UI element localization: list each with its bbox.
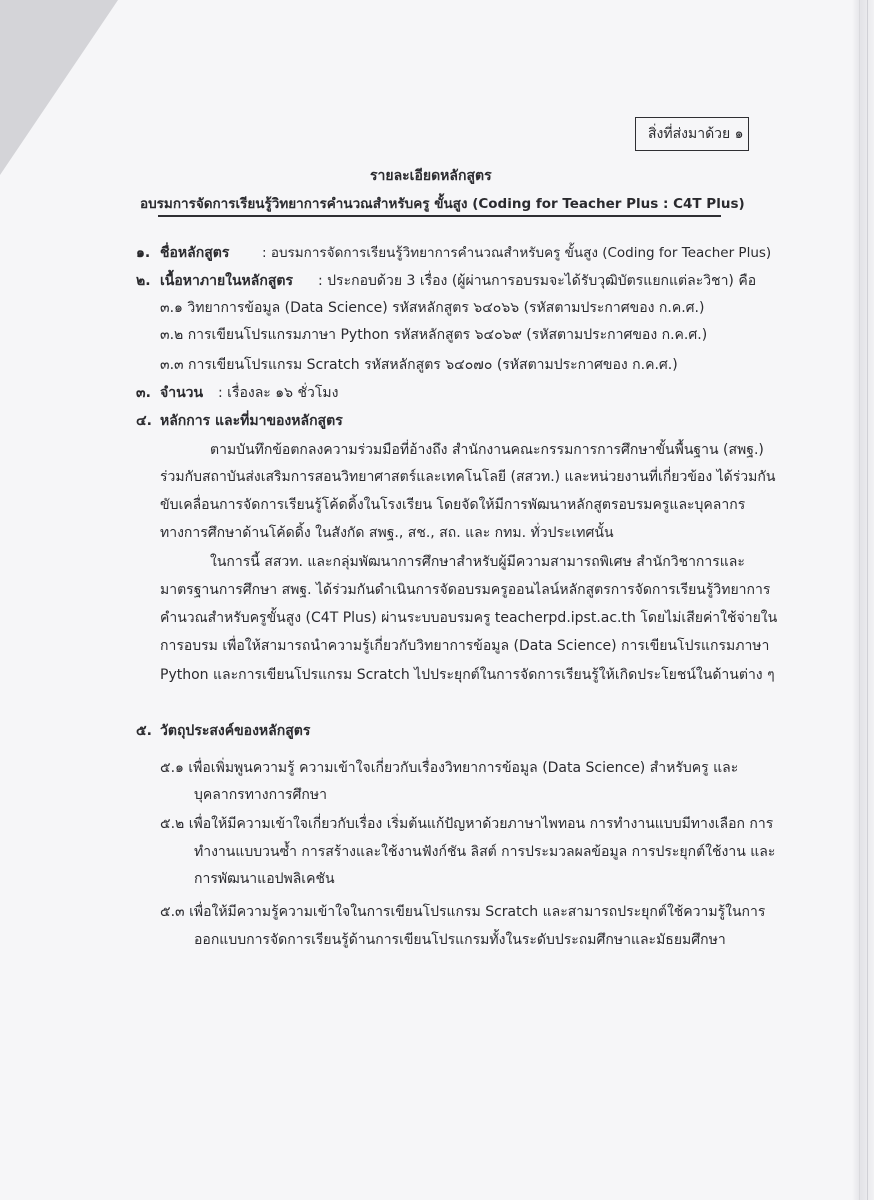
item4-line: ในการนี้ สสวท. และกลุ่มพัฒนาการศึกษาสำหรับผู้มีความสามารถพิเศษ สำนักวิชาการและ xyxy=(210,554,745,570)
item3-text: : เรื่องละ ๑๖ ชั่วโมง xyxy=(218,385,339,401)
subtitle-underline xyxy=(158,215,721,217)
item3-number: ๓. xyxy=(136,385,151,401)
item4-line: ตามบันทึกข้อตกลงความร่วมมือที่อ้างถึง สำนักงานคณะกรรมการการศึกษาขั้นพื้นฐาน (สพฐ.) xyxy=(210,442,764,458)
page-edge-line xyxy=(867,0,868,1200)
item2-text: : ประกอบด้วย 3 เรื่อง (ผู้ผ่านการอบรมจะได้รับวุฒิบัตรแยกแต่ละวิชา) คือ xyxy=(318,273,757,289)
item5-line: ๕.๒ เพื่อให้มีความเข้าใจเกี่ยวกับเรื่อง เริ่มต้นแก้ปัญหาด้วยภาษาไพทอน การทำงานแบบมีทางเลือก การ xyxy=(160,816,774,832)
item4-label: หลักการ และที่มาของหลักสูตร xyxy=(160,413,343,429)
item1-number: ๑. xyxy=(136,245,151,261)
attachment-label: สิ่งที่ส่งมาด้วย ๑ xyxy=(648,126,744,142)
item1-text: : อบรมการจัดการเรียนรู้วิทยาการคำนวณสำหรับครู ขั้นสูง (Coding for Teacher Plus) xyxy=(262,245,772,261)
item3-label: จำนวน xyxy=(160,385,204,401)
page-corner-shadow xyxy=(0,0,118,175)
item4-line: Python และการเขียนโปรแกรม Scratch ไปประยุกต์ในการจัดการเรียนรู้ให้เกิดประโยชน์ในด้านต่าง ๆ xyxy=(160,667,775,683)
item1-label: ชื่อหลักสูตร xyxy=(160,245,230,261)
item2-number: ๒. xyxy=(136,273,151,289)
item2-sub-2: ๓.๒ การเขียนโปรแกรมภาษา Python รหัสหลักสูตร ๖๔๐๖๙ (รหัสตามประกาศของ ก.ค.ศ.) xyxy=(160,327,708,343)
item4-line: ขับเคลื่อนการจัดการเรียนรู้โค้ดดิ้งในโรงเรียน โดยจัดให้มีการพัฒนาหลักสูตรอบรมครูและบุคลากร xyxy=(160,497,746,513)
item5-line: ออกแบบการจัดการเรียนรู้ด้านการเขียนโปรแกรมทั้งในระดับประถมศึกษาและมัธยมศึกษา xyxy=(194,932,726,948)
item5-number: ๕. xyxy=(136,723,152,739)
document-subtitle: อบรมการจัดการเรียนรู้วิทยาการคำนวณสำหรับครู ขั้นสูง (Coding for Teacher Plus : C4T Plus) xyxy=(140,196,745,212)
item5-line: ๕.๑ เพื่อเพิ่มพูนความรู้ ความเข้าใจเกี่ยวกับเรื่องวิทยาการข้อมูล (Data Science) สำหรับครู และ xyxy=(160,760,739,776)
item2-sub-1: ๓.๑ วิทยาการข้อมูล (Data Science) รหัสหลักสูตร ๖๔๐๖๖ (รหัสตามประกาศของ ก.ค.ศ.) xyxy=(160,300,705,316)
item4-line: การอบรม เพื่อให้สามารถนำความรู้เกี่ยวกับวิทยาการข้อมูล (Data Science) การเขียนโปรแกรมภาษา xyxy=(160,638,770,654)
item4-line: คำนวณสำหรับครูขั้นสูง (C4T Plus) ผ่านระบบอบรมครู teacherpd.ipst.ac.th โดยไม่เสียค่าใช้จ่ายใน xyxy=(160,610,778,626)
item4-line: มาตรฐานการศึกษา สพฐ. ได้ร่วมกันดำเนินการจัดอบรมครูออนไลน์หลักสูตรการจัดการเรียนรู้วิทยาการ xyxy=(160,582,771,598)
item2-sub-3: ๓.๓ การเขียนโปรแกรม Scratch รหัสหลักสูตร ๖๔๐๗๐ (รหัสตามประกาศของ ก.ค.ศ.) xyxy=(160,357,678,373)
stacked-page-edges xyxy=(852,0,874,1200)
item5-line: บุคลากรทางการศึกษา xyxy=(194,787,327,803)
item5-line: การพัฒนาแอปพลิเคชัน xyxy=(194,871,335,887)
document-title: รายละเอียดหลักสูตร xyxy=(370,168,492,184)
item4-line: ร่วมกับสถาบันส่งเสริมการสอนวิทยาศาสตร์และเทคโนโลยี (สสวท.) และหน่วยงานที่เกี่ยวข้อง ได้ร่วมกัน xyxy=(160,469,776,485)
item5-label: วัตถุประสงค์ของหลักสูตร xyxy=(160,723,311,739)
item4-line: ทางการศึกษาด้านโค้ดดิ้ง ในสังกัด สพฐ., สช., สถ. และ กทม. ทั่วประเทศนั้น xyxy=(160,525,614,541)
item2-label: เนื้อหาภายในหลักสูตร xyxy=(160,273,293,289)
page-edge-line xyxy=(859,0,860,1200)
item5-line: ๕.๓ เพื่อให้มีความรู้ความเข้าใจในการเขียนโปรแกรม Scratch และสามารถประยุกต์ใช้ความรู้ในการ xyxy=(160,904,766,920)
item4-number: ๔. xyxy=(136,413,152,429)
attachment-box xyxy=(635,117,749,151)
item5-line: ทำงานแบบวนซ้ำ การสร้างและใช้งานฟังก์ชัน ลิสต์ การประมวลผลข้อมูล การประยุกต์ใช้งาน และ xyxy=(194,844,776,860)
